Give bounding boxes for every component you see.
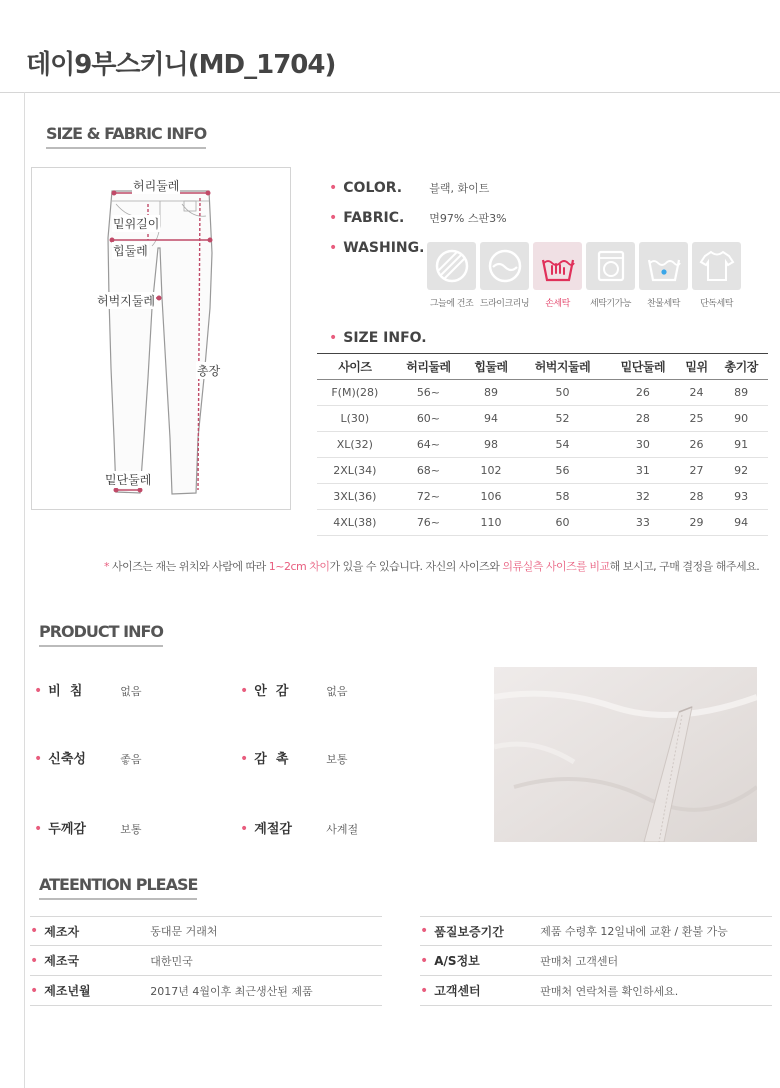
spec-label: COLOR. bbox=[343, 180, 403, 196]
diagram-label-hem: 밑단둘레 bbox=[105, 473, 152, 487]
bullet-icon: • bbox=[240, 751, 249, 767]
product-info-value: 사계절 bbox=[326, 823, 359, 836]
diagram-label-thigh: 허벅지둘레 bbox=[97, 294, 155, 308]
dry-clean-icon bbox=[480, 242, 529, 290]
size-table-row bbox=[317, 406, 768, 432]
attention-value: 판매처 연락처를 확인하세요. bbox=[540, 984, 679, 998]
size-table-cell: 56 bbox=[518, 458, 607, 484]
wash-label: 세탁기가능 bbox=[590, 299, 631, 309]
attention-row bbox=[420, 976, 772, 1006]
size-table-cell: 25 bbox=[679, 406, 715, 432]
product-info-item bbox=[240, 818, 358, 837]
washing-icons bbox=[425, 242, 743, 309]
size-table-cell: 92 bbox=[714, 458, 768, 484]
bullet-icon: • bbox=[329, 330, 338, 346]
size-table-header: 사이즈 bbox=[317, 354, 393, 380]
wash-item-hand-wash bbox=[531, 242, 584, 309]
hand-wash-icon bbox=[533, 242, 582, 290]
note-highlight: 의류실측 사이즈를 비교 bbox=[502, 560, 610, 573]
spec-label: WASHING. bbox=[343, 240, 425, 256]
size-table-row bbox=[317, 432, 768, 458]
size-table-cell: 28 bbox=[607, 406, 678, 432]
size-table-cell: 4XL(38) bbox=[317, 510, 393, 536]
size-table-cell: 89 bbox=[464, 380, 518, 406]
size-table-cell: 56~ bbox=[393, 380, 464, 406]
size-table-cell: 52 bbox=[518, 406, 607, 432]
bullet-icon: • bbox=[34, 751, 43, 767]
spec-fabric bbox=[329, 210, 507, 226]
size-table-header: 허리둘레 bbox=[393, 354, 464, 380]
size-table-cell: 29 bbox=[679, 510, 715, 536]
product-info-label: 감 촉 bbox=[254, 752, 289, 767]
attention-row bbox=[30, 946, 382, 976]
wash-label: 그늘에 건조 bbox=[429, 299, 474, 309]
attention-value: 2017년 4월이후 최근생산된 제품 bbox=[150, 984, 313, 998]
size-table-cell: F(M)(28) bbox=[317, 380, 393, 406]
bullet-icon: • bbox=[240, 683, 249, 699]
size-table-cell: 54 bbox=[518, 432, 607, 458]
note-text: 해 보시고, 구매 결정을 해주세요. bbox=[609, 560, 760, 573]
attention-left-column bbox=[30, 916, 382, 1006]
bullet-icon: • bbox=[30, 923, 39, 939]
bullet-icon: • bbox=[329, 210, 338, 226]
wash-item-separate bbox=[690, 242, 743, 309]
diagram-label-rise: 밑위길이 bbox=[113, 217, 160, 231]
bullet-icon: • bbox=[34, 821, 43, 837]
product-info-label: 안 감 bbox=[254, 684, 289, 699]
bullet-icon: • bbox=[30, 982, 39, 999]
size-table-cell: 27 bbox=[679, 458, 715, 484]
size-table-cell: 30 bbox=[607, 432, 678, 458]
size-table-cell: 50 bbox=[518, 380, 607, 406]
product-info-label: 두께감 bbox=[48, 822, 86, 837]
size-table-header: 총기장 bbox=[714, 354, 768, 380]
size-table-cell: XL(32) bbox=[317, 432, 393, 458]
size-table-cell: 60 bbox=[518, 510, 607, 536]
bullet-icon: • bbox=[34, 683, 43, 699]
wash-label: 드라이크리닝 bbox=[479, 299, 530, 309]
fabric-photo bbox=[494, 667, 757, 842]
washing-machine-icon bbox=[586, 242, 635, 290]
size-table-header: 허벅지둘레 bbox=[518, 354, 607, 380]
diagram-label-hip: 힙둘레 bbox=[113, 244, 148, 258]
product-info-item bbox=[34, 818, 142, 837]
attention-row bbox=[30, 916, 382, 946]
size-table-cell: 102 bbox=[464, 458, 518, 484]
product-info-value: 좋음 bbox=[120, 753, 142, 766]
size-table-row bbox=[317, 484, 768, 510]
page-title: 데이9부스키니(MD_1704) bbox=[26, 50, 336, 80]
bullet-icon: • bbox=[240, 821, 249, 837]
attention-row bbox=[30, 976, 382, 1006]
size-note bbox=[104, 558, 759, 574]
size-table-cell: 94 bbox=[464, 406, 518, 432]
size-table-header-row bbox=[317, 354, 768, 380]
spec-label: FABRIC. bbox=[343, 210, 405, 226]
attention-row bbox=[420, 916, 772, 946]
product-info-item bbox=[34, 680, 142, 699]
size-table-cell: 93 bbox=[714, 484, 768, 510]
size-table-cell: 26 bbox=[607, 380, 678, 406]
bullet-icon: • bbox=[420, 982, 429, 999]
section-heading-attention bbox=[39, 875, 197, 894]
product-info-item bbox=[34, 748, 142, 767]
size-table-cell: 89 bbox=[714, 380, 768, 406]
wash-label: 찬물세탁 bbox=[647, 299, 680, 309]
note-text: 사이즈는 재는 위치와 사람에 따라 bbox=[109, 560, 269, 573]
size-table-cell: 76~ bbox=[393, 510, 464, 536]
section-heading-text: PRODUCT INFO bbox=[39, 622, 164, 641]
product-info-item bbox=[240, 748, 348, 767]
size-table-cell: 60~ bbox=[393, 406, 464, 432]
attention-label: 고객센터 bbox=[434, 984, 481, 998]
size-table-cell: 110 bbox=[464, 510, 518, 536]
wash-item-shade-dry bbox=[425, 242, 478, 309]
wash-label: 단독세탁 bbox=[700, 299, 733, 309]
size-table-cell: 31 bbox=[607, 458, 678, 484]
size-table-cell: 33 bbox=[607, 510, 678, 536]
bullet-icon: • bbox=[329, 180, 338, 196]
spec-label: SIZE INFO. bbox=[343, 330, 427, 346]
size-table-row bbox=[317, 380, 768, 406]
attention-right-column bbox=[420, 916, 772, 1006]
wash-item-machine bbox=[584, 242, 637, 309]
spec-size-info bbox=[329, 330, 429, 346]
pants-diagram bbox=[31, 167, 291, 510]
attention-label: 제조국 bbox=[44, 954, 80, 968]
attention-row bbox=[420, 946, 772, 976]
size-table-header: 밑위 bbox=[679, 354, 715, 380]
wash-label: 손세탁 bbox=[545, 299, 570, 309]
left-divider bbox=[24, 92, 25, 1088]
spec-washing bbox=[329, 240, 429, 256]
product-info-item bbox=[240, 680, 348, 699]
size-table-body bbox=[317, 380, 768, 536]
size-table-cell: 64~ bbox=[393, 432, 464, 458]
shade-dry-icon bbox=[427, 242, 476, 290]
section-heading-product bbox=[39, 622, 163, 641]
pants-outline-icon bbox=[32, 168, 290, 509]
wash-item-cold-water bbox=[637, 242, 690, 309]
section-heading-text: SIZE & FABRIC INFO bbox=[46, 124, 207, 143]
product-info-label: 신축성 bbox=[48, 752, 86, 767]
bullet-icon: • bbox=[420, 952, 429, 969]
size-table-cell: L(30) bbox=[317, 406, 393, 432]
size-table-row bbox=[317, 458, 768, 484]
bullet-icon: • bbox=[420, 923, 429, 939]
spec-value: 블랙, 화이트 bbox=[429, 182, 490, 195]
title-divider bbox=[0, 92, 780, 93]
product-info-label: 계절감 bbox=[254, 822, 292, 837]
note-text: 가 있을 수 있습니다. 자신의 사이즈와 bbox=[329, 560, 503, 573]
cold-water-icon bbox=[639, 242, 688, 290]
attention-value: 판매처 고객센터 bbox=[540, 954, 619, 968]
product-info-value: 보통 bbox=[120, 823, 142, 836]
section-heading-text: ATEENTION PLEASE bbox=[39, 875, 198, 894]
size-table-row bbox=[317, 510, 768, 536]
note-highlight: 1~2cm 차이 bbox=[268, 560, 330, 573]
size-table-cell: 91 bbox=[714, 432, 768, 458]
product-info-value: 없음 bbox=[120, 685, 142, 698]
bullet-icon: • bbox=[30, 952, 39, 969]
spec-value: 면97% 스판3% bbox=[429, 212, 507, 225]
attention-value: 동대문 거래처 bbox=[150, 925, 218, 938]
attention-label: 제조년월 bbox=[44, 984, 91, 998]
size-table-header: 힙둘레 bbox=[464, 354, 518, 380]
wash-item-dry-clean bbox=[478, 242, 531, 309]
attention-label: A/S정보 bbox=[434, 954, 480, 968]
size-table-cell: 90 bbox=[714, 406, 768, 432]
attention-label: 제조자 bbox=[44, 924, 80, 939]
size-table-cell: 2XL(34) bbox=[317, 458, 393, 484]
spec-color bbox=[329, 180, 489, 196]
size-table-cell: 98 bbox=[464, 432, 518, 458]
size-table-cell: 72~ bbox=[393, 484, 464, 510]
note-star: * bbox=[104, 560, 109, 573]
attention-value: 제품 수령후 12일내에 교환 / 환불 가능 bbox=[540, 925, 728, 938]
diagram-label-waist: 허리둘레 bbox=[133, 179, 180, 193]
size-table-cell: 32 bbox=[607, 484, 678, 510]
product-info-value: 없음 bbox=[326, 685, 348, 698]
size-table-cell: 26 bbox=[679, 432, 715, 458]
size-table-cell: 28 bbox=[679, 484, 715, 510]
product-info-value: 보통 bbox=[326, 753, 348, 766]
size-table bbox=[317, 353, 768, 536]
section-heading-size-fabric bbox=[46, 124, 206, 143]
attention-label: 품질보증기간 bbox=[434, 924, 504, 939]
size-table-cell: 3XL(36) bbox=[317, 484, 393, 510]
size-table-header: 밑단둘레 bbox=[607, 354, 678, 380]
size-table-cell: 58 bbox=[518, 484, 607, 510]
size-table-cell: 94 bbox=[714, 510, 768, 536]
bullet-icon: • bbox=[329, 240, 338, 256]
size-table-cell: 106 bbox=[464, 484, 518, 510]
attention-value: 대한민국 bbox=[150, 954, 193, 968]
size-table-cell: 68~ bbox=[393, 458, 464, 484]
separate-wash-icon bbox=[692, 242, 741, 290]
product-info-label: 비 침 bbox=[48, 684, 83, 699]
size-table-cell: 24 bbox=[679, 380, 715, 406]
diagram-label-length: 총장 bbox=[197, 364, 221, 378]
